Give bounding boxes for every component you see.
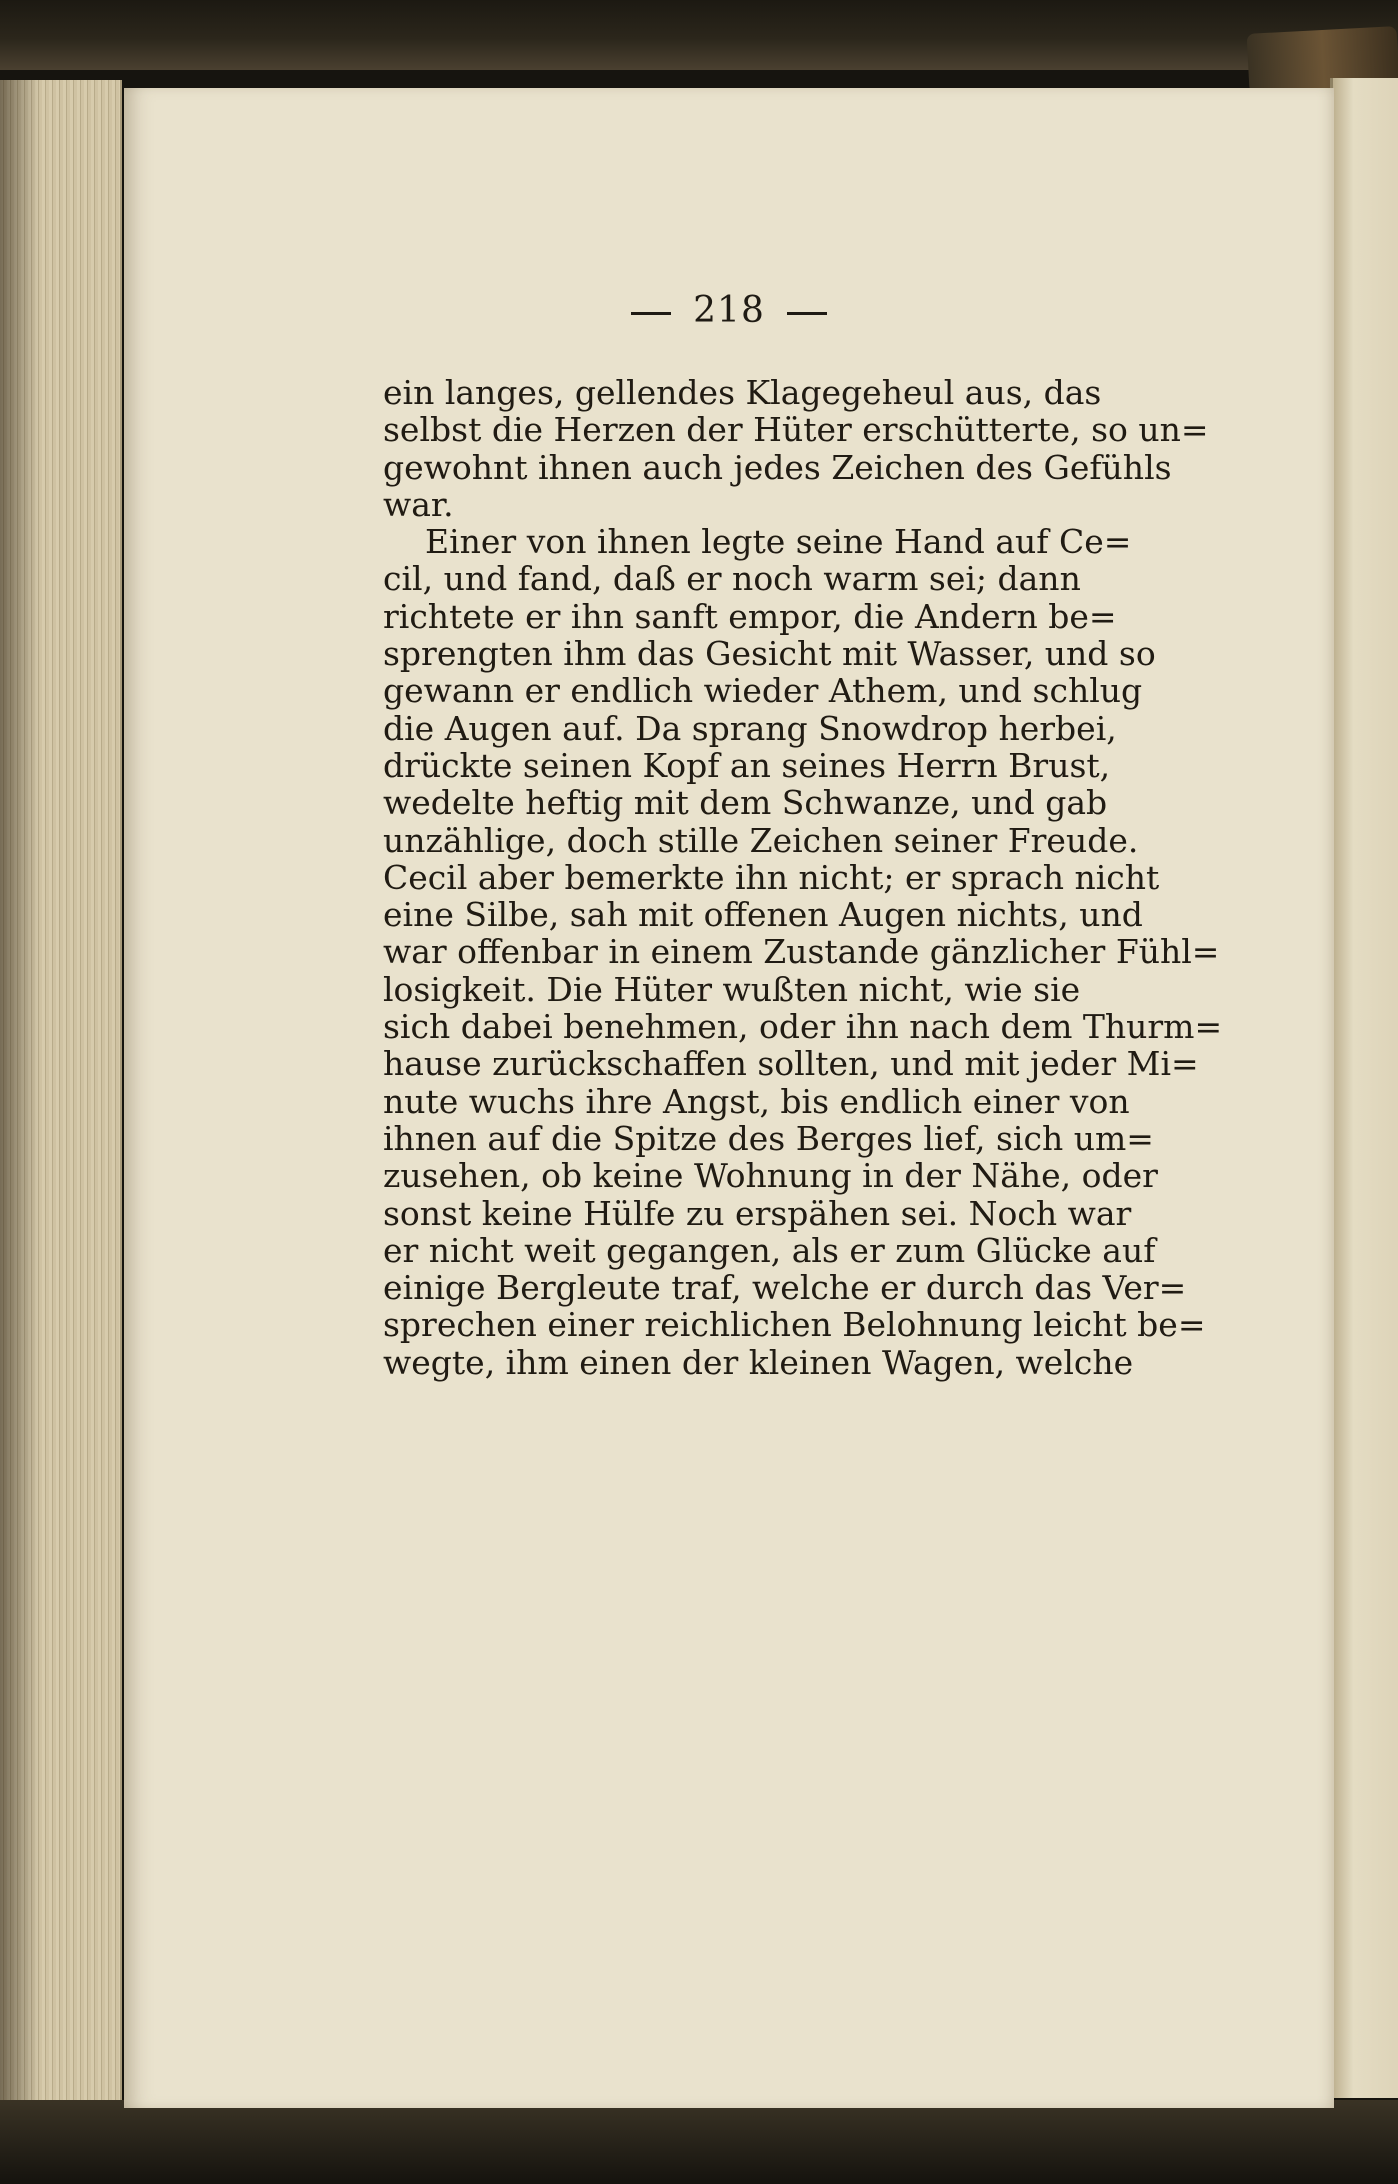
text-line: richtete er ihn sanft empor, die Andern be=	[383, 596, 1117, 636]
text-line: sich dabei benehmen, oder ihn nach dem Thurm=	[383, 1007, 1223, 1047]
header-dash-right	[787, 312, 827, 315]
page-stack-shadow	[0, 80, 40, 2120]
body-text	[383, 373, 1223, 1382]
book-top-edge	[0, 0, 1398, 70]
page-number: 218	[693, 290, 765, 331]
text-line: war.	[383, 484, 454, 524]
text-line: losigkeit. Die Hüter wußten nicht, wie sie	[383, 969, 1081, 1009]
text-line: gewann er endlich wieder Athem, und schlug	[383, 671, 1143, 711]
text-line: wedelte heftig mit dem Schwanze, und gab	[383, 783, 1108, 823]
text-line: ihnen auf die Spitze des Berges lief, sich um=	[383, 1118, 1154, 1158]
text-line: sprechen einer reichlichen Belohnung leicht be=	[383, 1305, 1206, 1345]
text-line: einige Bergleute traf, welche er durch das Ver=	[383, 1268, 1187, 1308]
text-line: ein langes, gellendes Klagegeheul aus, das	[383, 373, 1102, 412]
book-bottom-edge	[0, 2100, 1398, 2184]
text-line: selbst die Herzen der Hüter erschütterte, so un=	[383, 410, 1209, 450]
text-line: gewohnt ihnen auch jedes Zeichen des Gefühls	[383, 447, 1172, 487]
text-line: zusehen, ob keine Wohnung in der Nähe, oder	[383, 1156, 1158, 1196]
text-line: eine Silbe, sah mit offenen Augen nichts, und	[383, 895, 1143, 935]
text-line: er nicht weit gegangen, als er zum Glücke auf	[383, 1230, 1156, 1270]
header-dash-left	[631, 312, 671, 315]
text-line: wegte, ihm einen der kleinen Wagen, welche	[383, 1342, 1134, 1382]
text-line: drückte seinen Kopf an seines Herrn Brust,	[383, 745, 1111, 785]
text-line: hause zurückschaffen sollten, und mit jeder Mi=	[383, 1044, 1199, 1084]
text-line: unzählige, doch stille Zeichen seiner Freude.	[383, 820, 1139, 860]
page-header	[124, 290, 1334, 331]
text-line: Einer von ihnen legte seine Hand auf Ce=	[425, 522, 1132, 562]
text-line: nute wuchs ihre Angst, bis endlich einer von	[383, 1081, 1130, 1121]
text-line: war offenbar in einem Zustande gänzlicher Fühl=	[383, 932, 1220, 972]
text-line: cil, und fand, daß er noch warm sei; dann	[383, 559, 1081, 599]
text-line: sprengten ihm das Gesicht mit Wasser, und so	[383, 634, 1156, 674]
facing-page-edge	[1330, 78, 1398, 2098]
text-line: Cecil aber bemerkte ihn nicht; er sprach nicht	[383, 857, 1160, 897]
text-line: die Augen auf. Da sprang Snowdrop herbei,	[383, 708, 1117, 748]
text-line: sonst keine Hülfe zu erspähen sei. Noch war	[383, 1193, 1132, 1233]
book-page	[124, 88, 1334, 2108]
